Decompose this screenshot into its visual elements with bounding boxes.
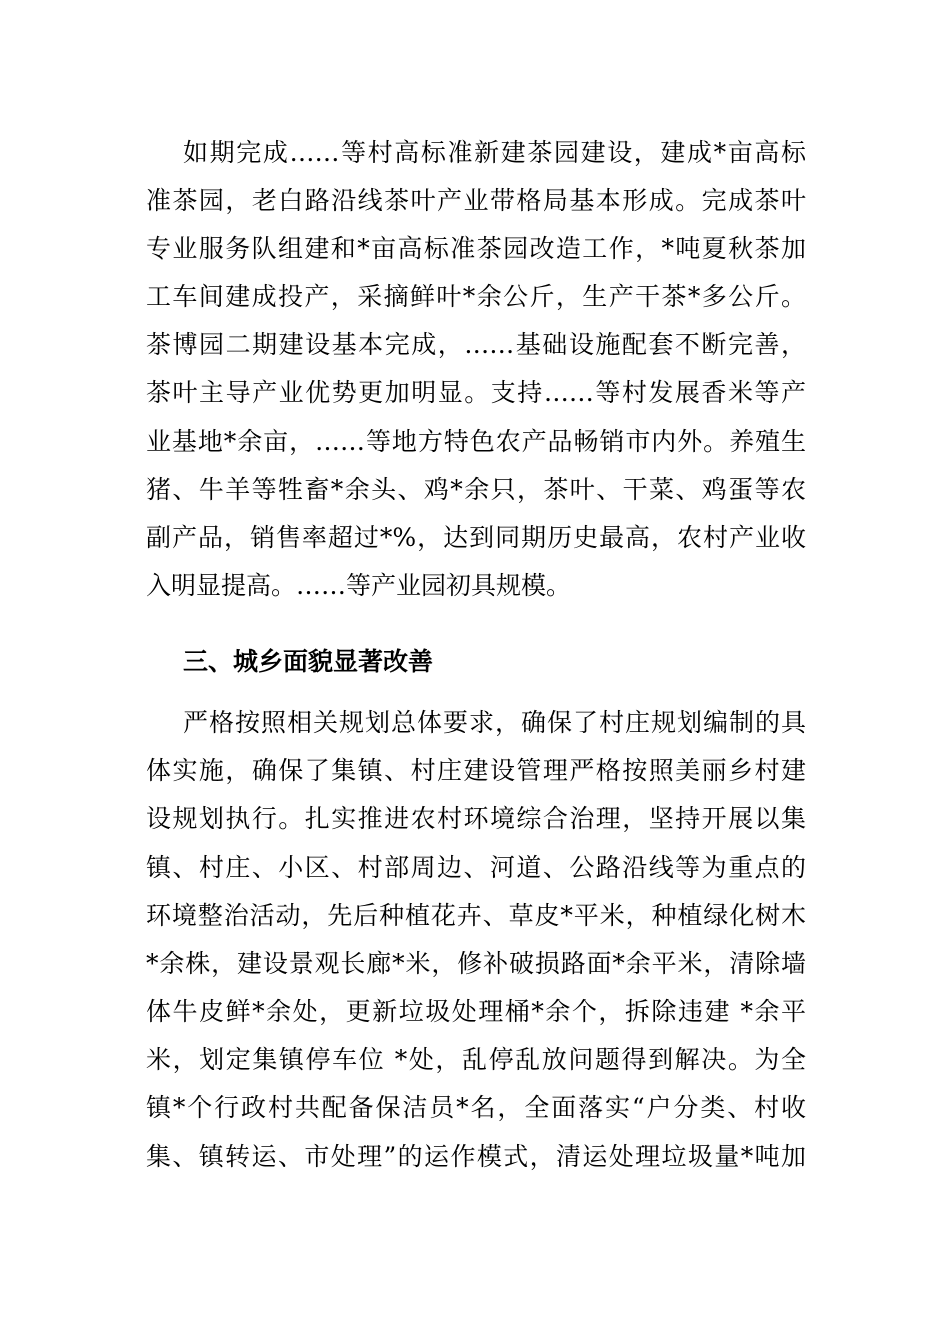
paragraph-1-line: 工车间建成投产，采摘鲜叶*余公斤，生产干茶*多公斤。 (146, 282, 806, 311)
paragraph-1-line: 专业服务队组建和*亩高标准茶园改造工作，*吨夏秋茶加 (146, 234, 806, 263)
paragraph-1-line: 业基地*余亩，……等地方特色农产品畅销市内外。养殖生 (146, 427, 806, 456)
paragraph-2-line: 环境整治活动，先后种植花卉、草皮*平米，种植绿化树木 (146, 901, 806, 930)
paragraph-2-line: 体实施，确保了集镇、村庄建设管理严格按照美丽乡村建 (146, 756, 806, 785)
paragraph-2-line: 设规划执行。扎实推进农村环境综合治理，坚持开展以集 (146, 804, 806, 833)
paragraph-1-line: 准茶园，老白路沿线茶叶产业带格局基本形成。完成茶叶 (146, 186, 806, 215)
paragraph-1-line: 茶博园二期建设基本完成，……基础设施配套不断完善， (146, 330, 806, 359)
section-heading: 三、城乡面貌显著改善 (183, 647, 434, 676)
paragraph-1-line: 入明显提高。……等产业园初具规模。 (146, 571, 572, 600)
paragraph-2-line: 米，划定集镇停车位 *处，乱停乱放问题得到解决。为全 (146, 1045, 806, 1074)
paragraph-2-line: 镇*个行政村共配备保洁员*名，全面落实“户分类、村收 (146, 1093, 806, 1122)
paragraph-2-line: *余株，建设景观长廊*米，修补破损路面*余平米，清除墙 (146, 949, 806, 978)
paragraph-1-line: 副产品，销售率超过*%，达到同期历史最高，农村产业收 (146, 523, 806, 552)
paragraph-2-line: 镇、村庄、小区、村部周边、河道、公路沿线等为重点的 (146, 853, 806, 882)
paragraph-1-line: 茶叶主导产业优势更加明显。支持……等村发展香米等产 (146, 378, 806, 407)
paragraph-1-line: 猪、牛羊等牲畜*余头、鸡*余只，茶叶、干菜、鸡蛋等农 (146, 475, 806, 504)
paragraph-1-line: 如期完成……等村高标准新建茶园建设，建成*亩高标 (183, 138, 806, 167)
paragraph-2-line: 集、镇转运、市处理”的运作模式，清运处理垃圾量*吨加 (146, 1142, 806, 1171)
paragraph-2-line: 严格按照相关规划总体要求，确保了村庄规划编制的具 (183, 708, 806, 737)
paragraph-2-line: 体牛皮鲜*余处，更新垃圾处理桶*余个，拆除违建 *余平 (146, 997, 806, 1026)
